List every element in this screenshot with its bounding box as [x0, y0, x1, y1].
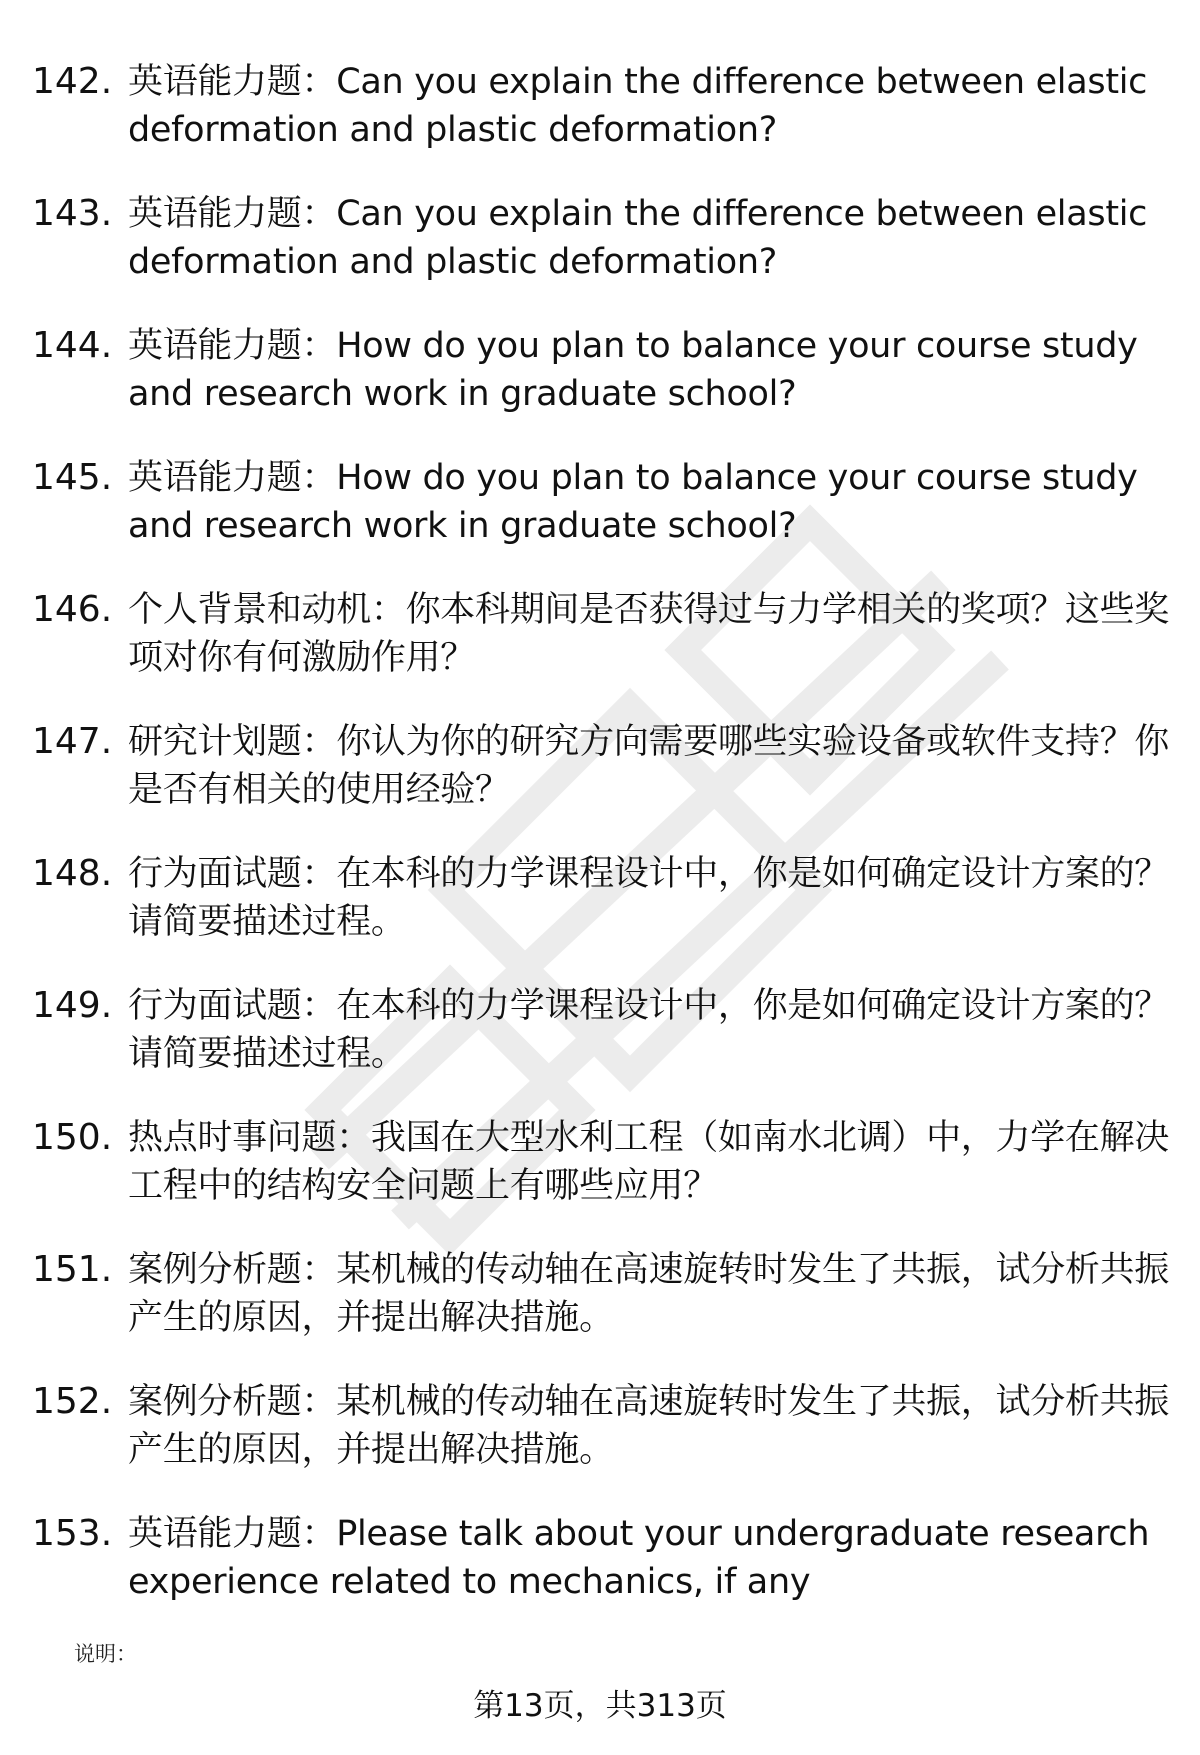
question-number: 150.	[32, 1117, 113, 1158]
question-number: 143.	[32, 193, 113, 234]
list-item	[32, 322, 1177, 454]
question-text: 行为面试题：在本科的力学课程设计中，你是如何确定设计方案的？请简要描述过程。	[128, 854, 1170, 942]
list-item	[32, 1114, 1177, 1246]
question-number: 144.	[32, 325, 113, 366]
question-number: 147.	[32, 721, 113, 762]
question-text: 英语能力题：Can you explain the difference between elastic deformation and plastic deformation?	[128, 194, 1148, 282]
question-number: 145.	[32, 457, 113, 498]
question-text: 案例分析题：某机械的传动轴在高速旋转时发生了共振，试分析共振产生的原因，并提出解决措施。	[128, 1250, 1170, 1338]
question-text: 英语能力题：How do you plan to balance your course study and research work in graduate school?	[128, 326, 1138, 414]
list-item	[32, 718, 1177, 850]
list-item	[32, 58, 1177, 190]
page-footer: 第13页，共313页	[473, 1688, 727, 1724]
list-item	[32, 1378, 1177, 1510]
question-text: 行为面试题：在本科的力学课程设计中，你是如何确定设计方案的？请简要描述过程。	[128, 986, 1170, 1074]
list-item	[32, 190, 1177, 322]
question-text: 英语能力题：Please talk about your undergraduate research experience related to mechanics, if any	[128, 1514, 1150, 1602]
question-text: 英语能力题：How do you plan to balance your course study and research work in graduate school?	[128, 458, 1138, 546]
note-label: 说明：	[74, 1642, 137, 1666]
question-text: 热点时事问题：我国在大型水利工程（如南水北调）中，力学在解决工程中的结构安全问题上有哪些应用？	[128, 1118, 1170, 1206]
question-number: 151.	[32, 1249, 113, 1290]
question-text: 个人背景和动机：你本科期间是否获得过与力学相关的奖项？这些奖项对你有何激励作用？	[128, 590, 1170, 678]
list-item	[32, 1510, 1177, 1642]
question-number: 152.	[32, 1381, 113, 1422]
list-item	[32, 1246, 1177, 1378]
list-item	[32, 850, 1177, 982]
list-item	[32, 586, 1177, 718]
question-number: 148.	[32, 853, 113, 894]
question-number: 142.	[32, 61, 113, 102]
list-item	[32, 454, 1177, 586]
question-number: 146.	[32, 589, 113, 630]
question-text: 英语能力题：Can you explain the difference between elastic deformation and plastic deformation?	[128, 62, 1148, 150]
question-number: 153.	[32, 1513, 113, 1554]
list-item	[32, 982, 1177, 1114]
question-text: 案例分析题：某机械的传动轴在高速旋转时发生了共振，试分析共振产生的原因，并提出解决措施。	[128, 1382, 1170, 1470]
question-text: 研究计划题：你认为你的研究方向需要哪些实验设备或软件支持？你是否有相关的使用经验？	[128, 722, 1170, 810]
question-number: 149.	[32, 985, 113, 1026]
question-list	[32, 58, 1177, 1642]
